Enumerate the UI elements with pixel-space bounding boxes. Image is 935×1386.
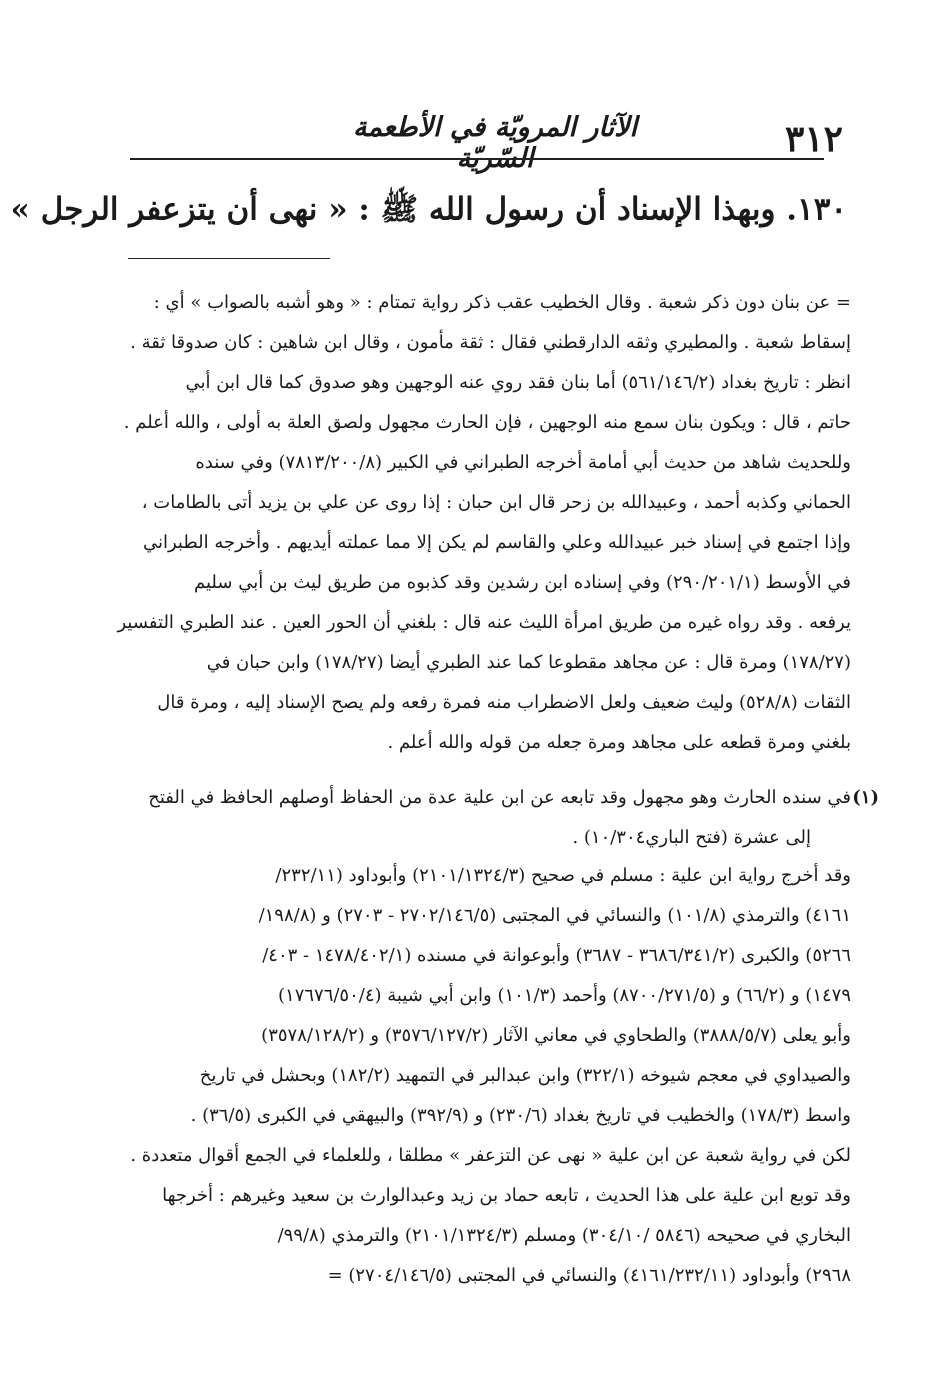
header-rule <box>130 158 824 160</box>
note-line: وللحديث شاهد من حديث أبي أمامة أخرجه الطبراني في الكبير (٧٨١٣/٢٠٠/٨) وفي سنده <box>195 452 851 473</box>
footnote-continuation <box>81 856 851 1296</box>
note-line: انظر : تاريخ بغداد (٥٦١/١٤٦/٢) أما بنان فقد روي عنه الوجهين وهو صدوق كما قال ابن أبي <box>185 372 851 393</box>
running-header-title: الآثار المرويّة في الأطعمة السّريّة <box>352 112 638 174</box>
tail-line: ٢٩٦٨) وأبوداود (٤١٦١/٢٣٢/١١) والنسائي في المجتبى (٢٧٠٤/١٤٦/٥) = <box>327 1265 851 1286</box>
note-line: الثقات (٥٢٨/٨) وليث ضعيف ولعل الاضطراب منه فمرة رفعه ولم يصح الإسناد إليه ، ومرة قال <box>157 692 851 713</box>
note-line: إسقاط شعبة . والمطيري وثقه الدارقطني فقال : ثقة مأمون ، وقال ابن شاهين : كان صدوقا ثقة . <box>130 332 851 353</box>
note-line: وإذا اجتمع في إسناد خبر عبيدالله وعلي والقاسم لم يكن إلا مما عملته أيديهم . وأخرجه الطبراني <box>142 532 851 553</box>
page-number: ٣١٢ <box>784 118 843 160</box>
tail-line: ٤١٦١) والترمذي (١٠١/٨) والنسائي في المجتبى (٢٧٠٢/١٤٦/٥ - ٢٧٠٣) و (١٩٨/٨/ <box>258 905 851 926</box>
hadith-body: ١٣٠. وبهذا الإسناد أن رسول الله ﷺ : « نهى أن يتزعفر الرجل » <box>10 191 847 228</box>
note-line: في الأوسط (٢٩٠/٢٠١/١) وفي إسناده ابن رشدين وقد كذبوه من طريق ليث بن أبي سليم <box>194 572 851 593</box>
tail-line: واسط (١٧٨/٣) والخطيب في تاريخ بغداد (٢٣٠/٦) و (٣٩٢/٩) والبيهقي في الكبرى (٣٦/٥) . <box>190 1105 851 1126</box>
tail-line: وقد أخرج رواية ابن علية : مسلم في صحيح (٢١٠١/١٣٢٤/٣) وأبوداود (٢٣٢/١١/ <box>275 865 851 886</box>
tail-line: لكن في رواية شعبة عن ابن علية « نهى عن التزعفر » مطلقا ، وللعلماء في الجمع أقوال متعددة . <box>130 1145 851 1166</box>
footnote-line: في سنده الحارث وهو مجهول وقد تابعه عن ابن علية عدة من الحفاظ أوصلهم الحافظ في الفتح <box>148 787 851 808</box>
continued-note <box>81 283 851 763</box>
note-line: = عن بنان دون ذكر شعبة . وقال الخطيب عقب ذكر رواية تمتام : « وهو أشبه بالصواب » أي : <box>153 292 851 313</box>
footnote-line: إلى عشرة (فتح الباري١٠/٣٠٤) . <box>572 827 811 848</box>
tail-line: وقد توبع ابن علية على هذا الحديث ، تابعه حماد بن زيد وعبدالوارث بن سعيد وغيرهم : أخرجها <box>162 1185 851 1206</box>
note-line: (١٧٨/٢٧) ومرة قال : عن مجاهد مقطوعا كما عند الطبري أيضا (١٧٨/٢٧) وابن حبان في <box>206 652 851 673</box>
footnote-1 <box>81 778 879 858</box>
note-line: يرفعه . وقد رواه غيره من طريق امرأة الليث عنه قال : بلغني أن الحور العين . عند الطبري التفسير <box>117 612 851 633</box>
footnote-lines <box>81 778 851 858</box>
hadith-text <box>10 188 847 235</box>
note-line: بلغني ومرة قطعه على مجاهد ومرة جعله من قوله والله أعلم . <box>387 732 851 753</box>
tail-line: ٥٢٦٦) والكبرى (٣٦٨٦/٣٤١/٢ - ٣٦٨٧) وأبوعوانة في مسنده (١٤٧٨/٤٠٢/١ - ٤٠٣/ <box>262 945 851 966</box>
note-line: الحماني وكذبه أحمد ، وعبيدالله بن زحر قال ابن حبان : إذا روى عن علي بن يزيد أتى بالطامات ، <box>141 492 851 513</box>
hadith-underline-rule <box>128 258 330 259</box>
tail-line: وأبو يعلى (٣٨٨٨/٥/٧) والطحاوي في معاني الآثار (٣٥٧٦/١٢٧/٢) و (٣٥٧٨/١٢٨/٢) <box>261 1025 851 1046</box>
tail-line: والصيداوي في معجم شيوخه (٣٢٢/١) وابن عبدالبر في التمهيد (١٨٢/٢) وبحشل في تاريخ <box>199 1065 851 1086</box>
footnote-marker: (١) <box>852 787 879 808</box>
tail-line: البخاري في صحيحه (٥٨٤٦ /٣٠٤/١٠) ومسلم (٢١٠١/١٣٢٤/٣) والترمذي (٩٩/٨/ <box>277 1225 851 1246</box>
tail-line: ١٤٧٩) و (٦٦/٢) و (٨٧٠٠/٢٧١/٥) وأحمد (١٠١/٣) وابن أبي شيبة (١٧٦٧٦/٥٠/٤) <box>278 985 851 1006</box>
note-line: حاتم ، قال : ويكون بنان سمع منه الوجهين ، فإن الحارث مجهول ولصق العلة به أولى ، والله أعلم . <box>123 412 851 433</box>
